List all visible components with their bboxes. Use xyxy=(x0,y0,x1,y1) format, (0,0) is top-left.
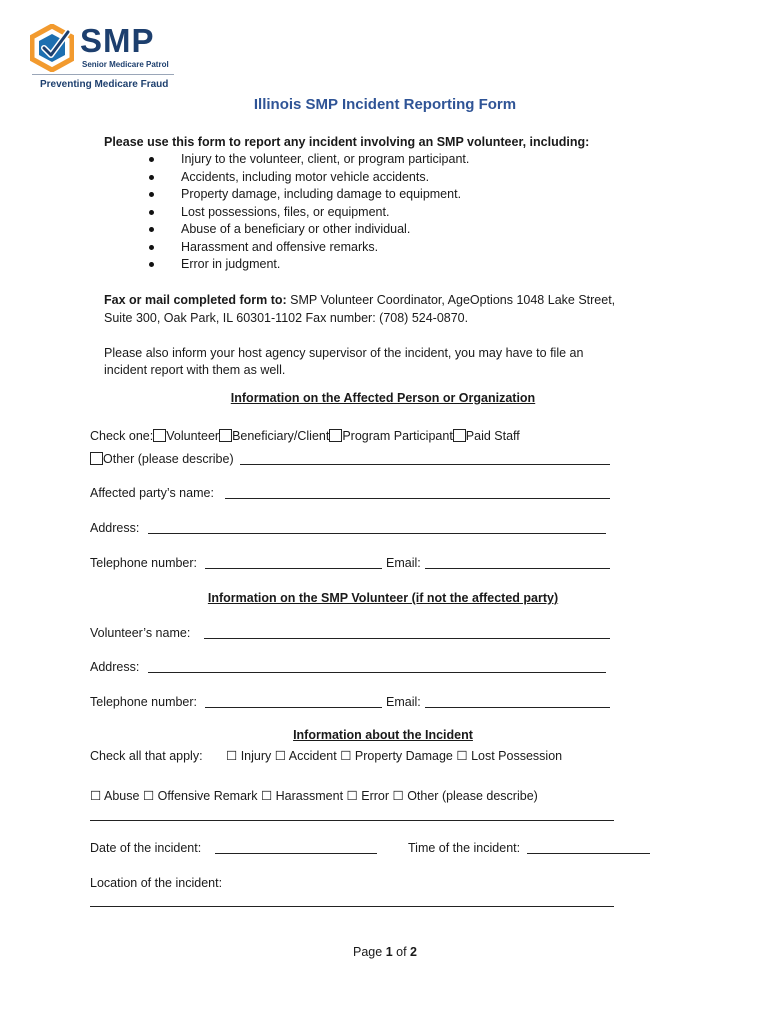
affected-telephone-label: Telephone number: xyxy=(90,556,198,570)
time-field[interactable] xyxy=(527,841,650,854)
time-label: Time of the incident: xyxy=(408,841,521,855)
section3-heading: Information about the Incident xyxy=(293,728,473,742)
other-incident-label: Other (please describe) xyxy=(407,789,538,803)
page-number xyxy=(0,945,770,959)
fax-label: Fax or mail completed form to: xyxy=(104,293,287,307)
list-item: Error in judgment. xyxy=(149,256,649,274)
affected-address-field[interactable] xyxy=(148,521,606,534)
logo-name: SMP xyxy=(80,22,155,59)
offensive-remark-checkbox[interactable]: ☐ xyxy=(142,789,155,803)
error-label: Error xyxy=(361,789,390,803)
error-checkbox[interactable]: ☐ xyxy=(346,789,358,803)
list-item: Injury to the volunteer, client, or program participant. xyxy=(149,151,649,169)
page-total: 2 xyxy=(410,945,417,959)
affected-email-label: Email: xyxy=(386,556,421,570)
abuse-checkbox[interactable]: ☐ xyxy=(90,789,102,803)
program-participant-option-label: Program Participant xyxy=(342,429,453,443)
affected-name-field[interactable] xyxy=(225,486,610,499)
harassment-checkbox[interactable]: ☐ xyxy=(260,789,273,803)
other-checkbox[interactable] xyxy=(90,452,103,465)
page-prefix: Page xyxy=(353,945,383,959)
form-title: Illinois SMP Incident Reporting Form xyxy=(253,96,517,113)
other-incident-field[interactable] xyxy=(90,808,614,821)
property-damage-label: Property Damage xyxy=(354,749,453,763)
section1-heading: Information on the Affected Person or Organization xyxy=(230,391,536,405)
logo-tagline: Preventing Medicare Fraud xyxy=(40,79,169,90)
volunteer-email-label: Email: xyxy=(386,695,421,709)
affected-address-label: Address: xyxy=(90,521,140,535)
location-label: Location of the incident: xyxy=(90,876,223,890)
affected-telephone-field[interactable] xyxy=(205,556,382,569)
check-one-row xyxy=(90,428,520,445)
volunteer-checkbox[interactable] xyxy=(153,429,166,442)
volunteer-email-field[interactable] xyxy=(425,695,610,708)
volunteer-option-label: Volunteer xyxy=(166,429,220,443)
section2-heading: Information on the SMP Volunteer (if not the affected party) xyxy=(207,591,559,605)
property-damage-checkbox[interactable]: ☐ xyxy=(340,749,352,763)
page-of: of xyxy=(396,945,407,959)
injury-label: Injury xyxy=(240,749,272,763)
check-one-label: Check one: xyxy=(90,429,154,443)
smp-logo xyxy=(30,22,175,94)
other-incident-checkbox[interactable]: ☐ xyxy=(392,789,404,803)
list-item: Accidents, including motor vehicle accidents. xyxy=(149,169,649,187)
other-option-label: Other (please describe) xyxy=(103,452,234,466)
date-label: Date of the incident: xyxy=(90,841,202,855)
other-describe-field[interactable] xyxy=(240,452,610,465)
lost-possession-checkbox[interactable]: ☐ xyxy=(456,749,468,763)
affected-email-field[interactable] xyxy=(425,556,610,569)
offensive-remark-label: Offensive Remark xyxy=(157,789,258,803)
inform-line2: incident report with them as well. xyxy=(104,363,286,377)
volunteer-address-label: Address: xyxy=(90,660,140,674)
fax-instructions xyxy=(104,292,615,309)
other-row xyxy=(90,451,234,468)
location-field[interactable] xyxy=(90,894,614,907)
volunteer-name-field[interactable] xyxy=(204,626,610,639)
abuse-label: Abuse xyxy=(104,789,140,803)
incident-type-row1 xyxy=(226,748,562,765)
inform-line1: Please also inform your host agency supervisor of the incident, you may have to file an xyxy=(104,346,584,360)
list-item: Property damage, including damage to equipment. xyxy=(149,186,649,204)
accident-label: Accident xyxy=(288,749,337,763)
beneficiary-checkbox[interactable] xyxy=(219,429,232,442)
lost-possession-label: Lost Possession xyxy=(471,749,563,763)
volunteer-telephone-field[interactable] xyxy=(205,695,382,708)
page-current: 1 xyxy=(385,945,393,959)
smp-shield-icon xyxy=(30,24,74,72)
intro-text: Please use this form to report any incident involving an SMP volunteer, including: xyxy=(104,135,590,149)
harassment-label: Harassment xyxy=(275,789,344,803)
list-item: Abuse of a beneficiary or other individual. xyxy=(149,221,649,239)
date-field[interactable] xyxy=(215,841,377,854)
list-item: Harassment and offensive remarks. xyxy=(149,239,649,257)
program-participant-checkbox[interactable] xyxy=(329,429,342,442)
logo-subtitle: Senior Medicare Patrol xyxy=(82,60,169,69)
paid-staff-checkbox[interactable] xyxy=(453,429,466,442)
volunteer-name-label: Volunteer’s name: xyxy=(90,626,191,640)
fax-line2: Suite 300, Oak Park, IL 60301-1102 Fax number: (708) 524-0870. xyxy=(104,311,469,325)
check-all-label: Check all that apply: xyxy=(90,749,203,763)
list-item: Lost possessions, files, or equipment. xyxy=(149,204,649,222)
fax-line1: SMP Volunteer Coordinator, AgeOptions 1048 Lake Street, xyxy=(290,293,616,307)
incident-type-row2 xyxy=(90,788,538,805)
beneficiary-option-label: Beneficiary/Client xyxy=(232,429,330,443)
incident-type-list xyxy=(149,151,649,274)
injury-checkbox[interactable]: ☐ xyxy=(226,749,238,763)
volunteer-address-field[interactable] xyxy=(148,660,606,673)
accident-checkbox[interactable]: ☐ xyxy=(274,749,286,763)
volunteer-telephone-label: Telephone number: xyxy=(90,695,198,709)
affected-name-label: Affected party’s name: xyxy=(90,486,214,500)
logo-divider xyxy=(32,74,174,75)
paid-staff-option-label: Paid Staff xyxy=(465,429,520,443)
